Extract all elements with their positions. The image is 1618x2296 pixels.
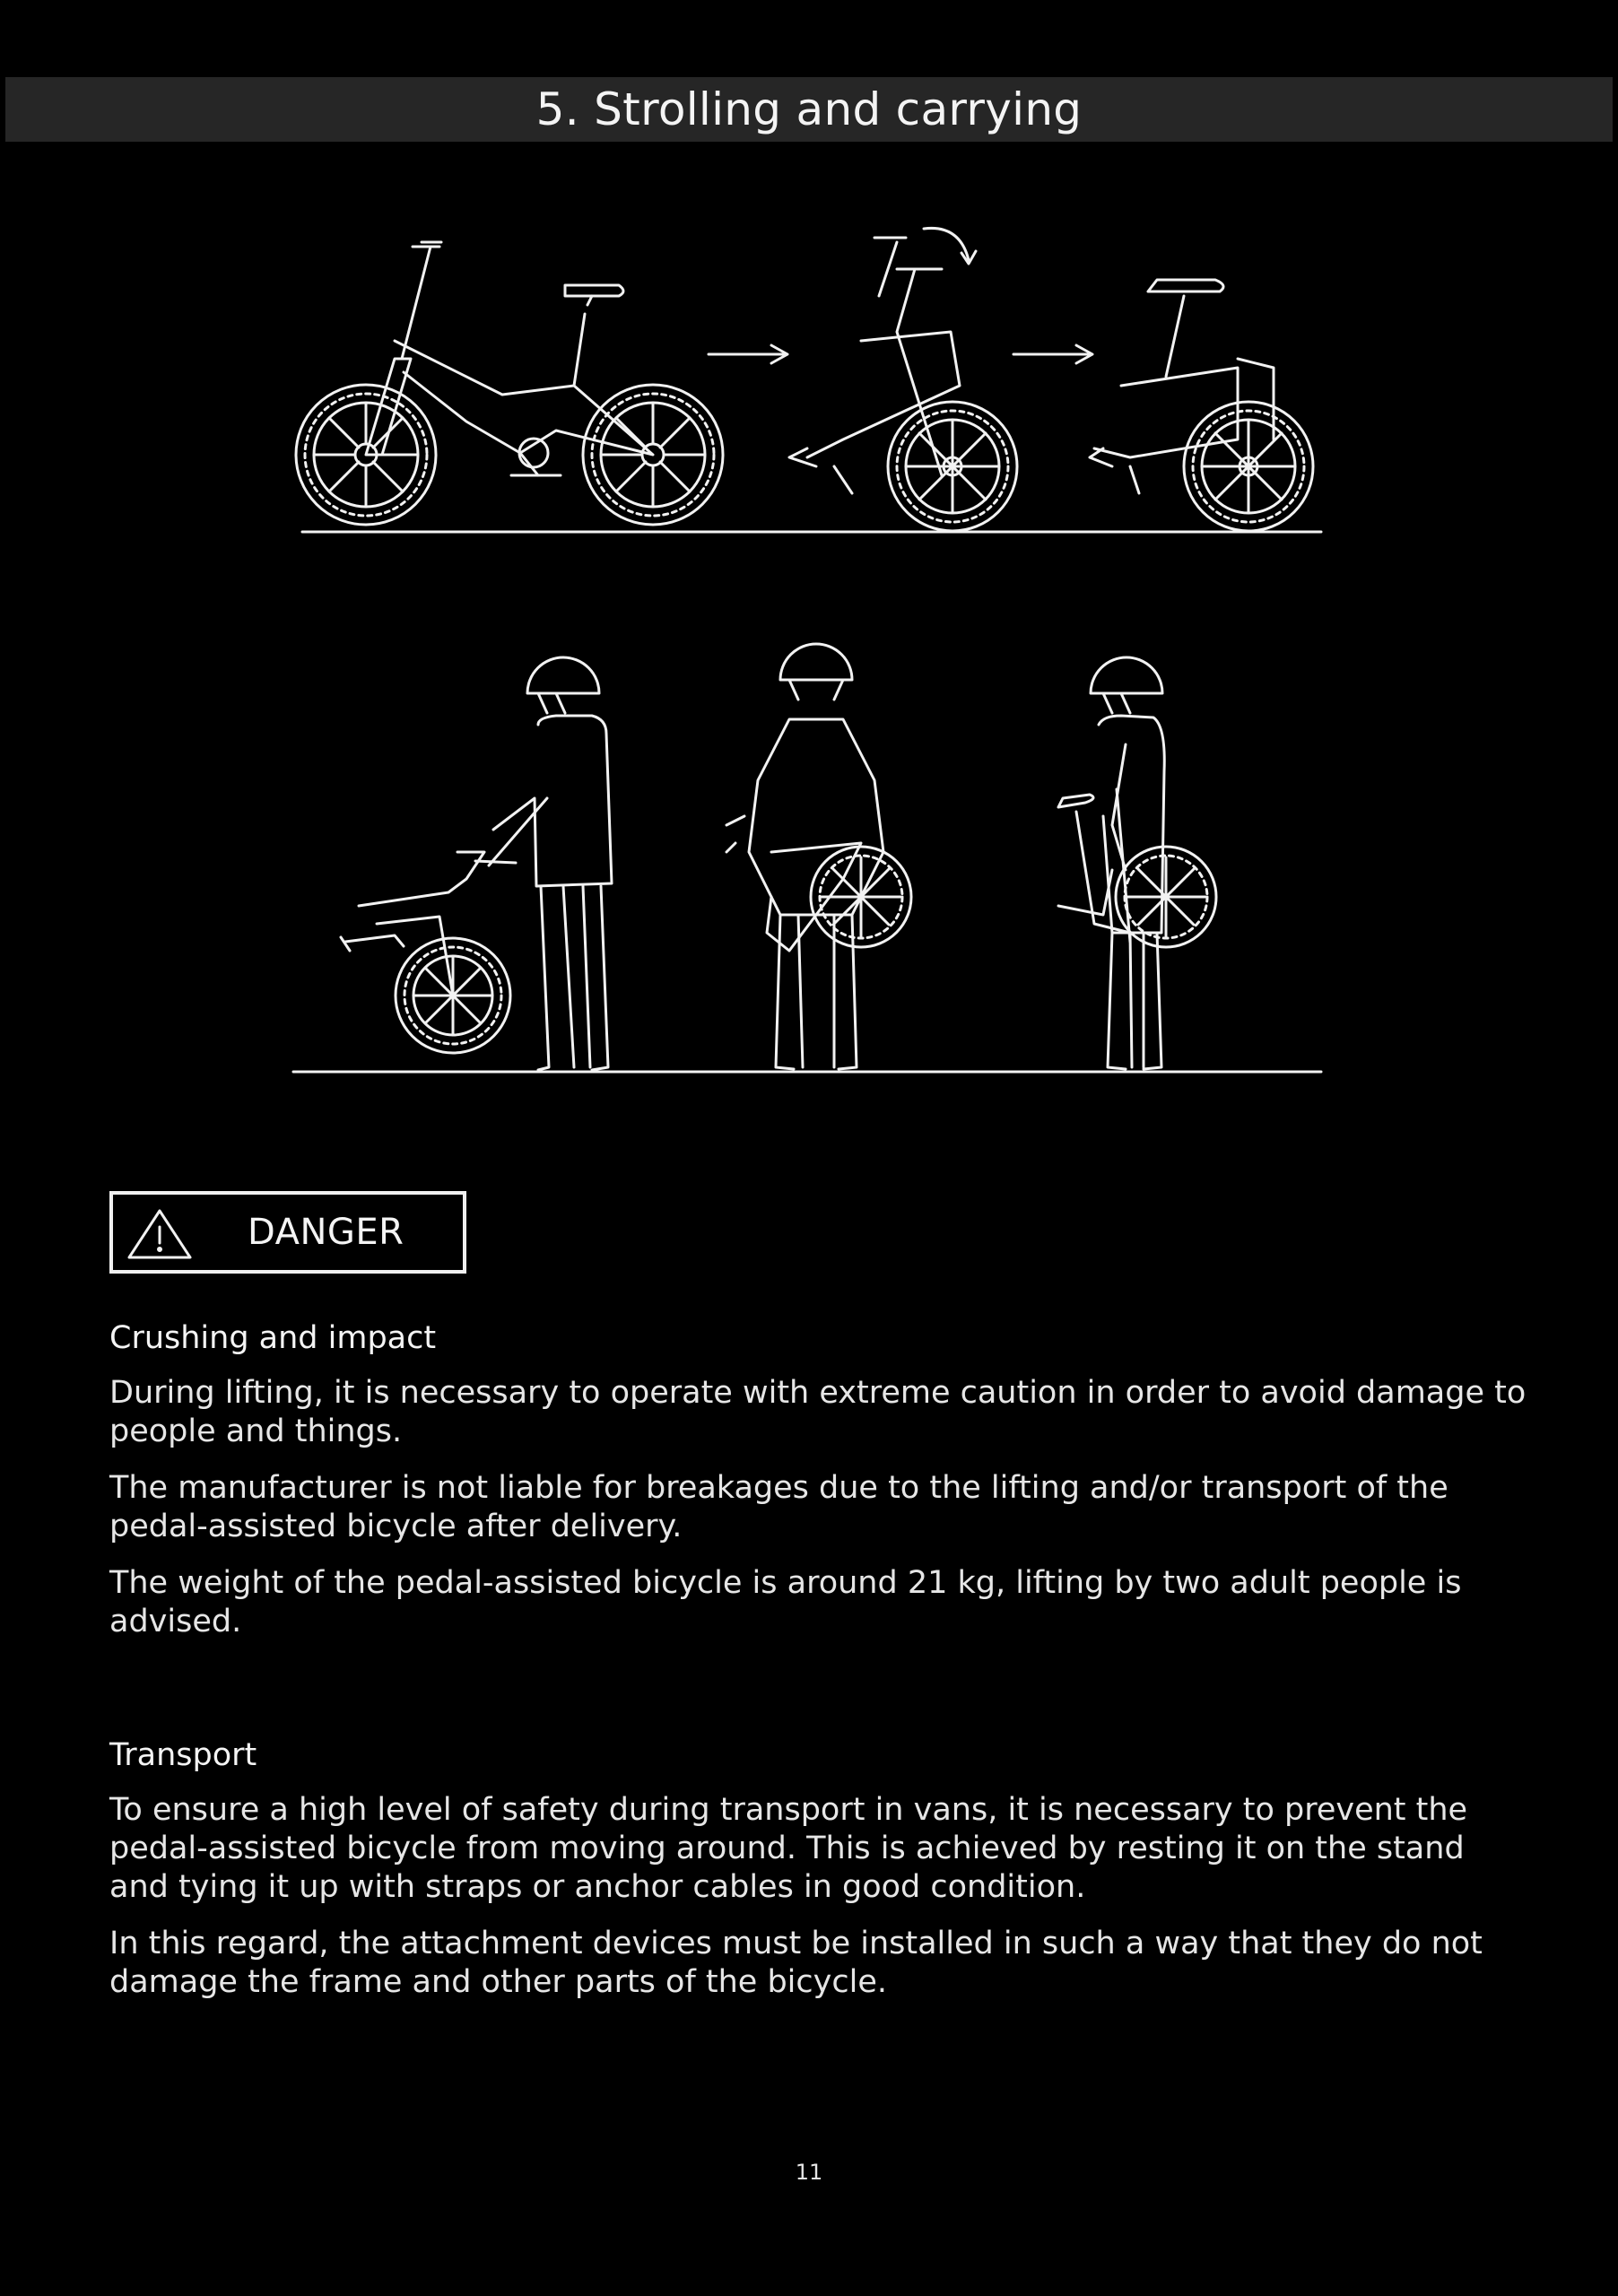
folding-sequence-illustration xyxy=(0,206,1618,547)
section-heading: Crushing and impact xyxy=(109,1320,437,1356)
paragraph: In this regard, the attachment devices must be installed in such a way that they do not damage the frame and other parts of the bicycle. xyxy=(109,1926,1483,2000)
carrying-sequence-illustration xyxy=(0,637,1618,1085)
page-number: 11 xyxy=(795,2160,823,2185)
section-heading: Transport xyxy=(109,1737,257,1773)
person-carrying-front-icon xyxy=(726,644,911,1069)
paragraph: The weight of the pedal-assisted bicycle is around 21 kg, lifting by two adult people is advised. xyxy=(109,1565,1462,1639)
bicycle-unfolded-icon xyxy=(296,242,723,525)
person-strolling-bicycle-icon xyxy=(341,657,612,1070)
arrow-right-icon xyxy=(709,345,787,363)
bicycle-folded-icon xyxy=(1090,280,1313,531)
danger-label xyxy=(109,1191,466,1274)
paragraph: To ensure a high level of safety during transport in vans, it is necessary to prevent the pedal-assisted bicycle from moving around. This is achieved by resting it on the stand and tying it up with straps or anchor cables in good condition. xyxy=(109,1792,1468,1905)
person-carrying-side-icon xyxy=(1058,657,1216,1069)
danger-text: DANGER xyxy=(248,1212,404,1253)
section-transport xyxy=(109,1737,1527,2020)
paragraph: During lifting, it is necessary to operate with extreme caution in order to avoid damage to people and things. xyxy=(109,1375,1527,1449)
section-crushing xyxy=(109,1320,1527,1659)
title-bar xyxy=(5,77,1613,142)
bicycle-half-folded-icon xyxy=(789,228,1017,531)
warning-triangle-icon xyxy=(126,1207,194,1261)
paragraph: The manufacturer is not liable for breakages due to the lifting and/or transport of the pedal-assisted bicycle after delivery. xyxy=(109,1470,1448,1544)
page-title: 5. Strolling and carrying xyxy=(535,83,1083,135)
arrow-right-icon xyxy=(1013,345,1092,363)
